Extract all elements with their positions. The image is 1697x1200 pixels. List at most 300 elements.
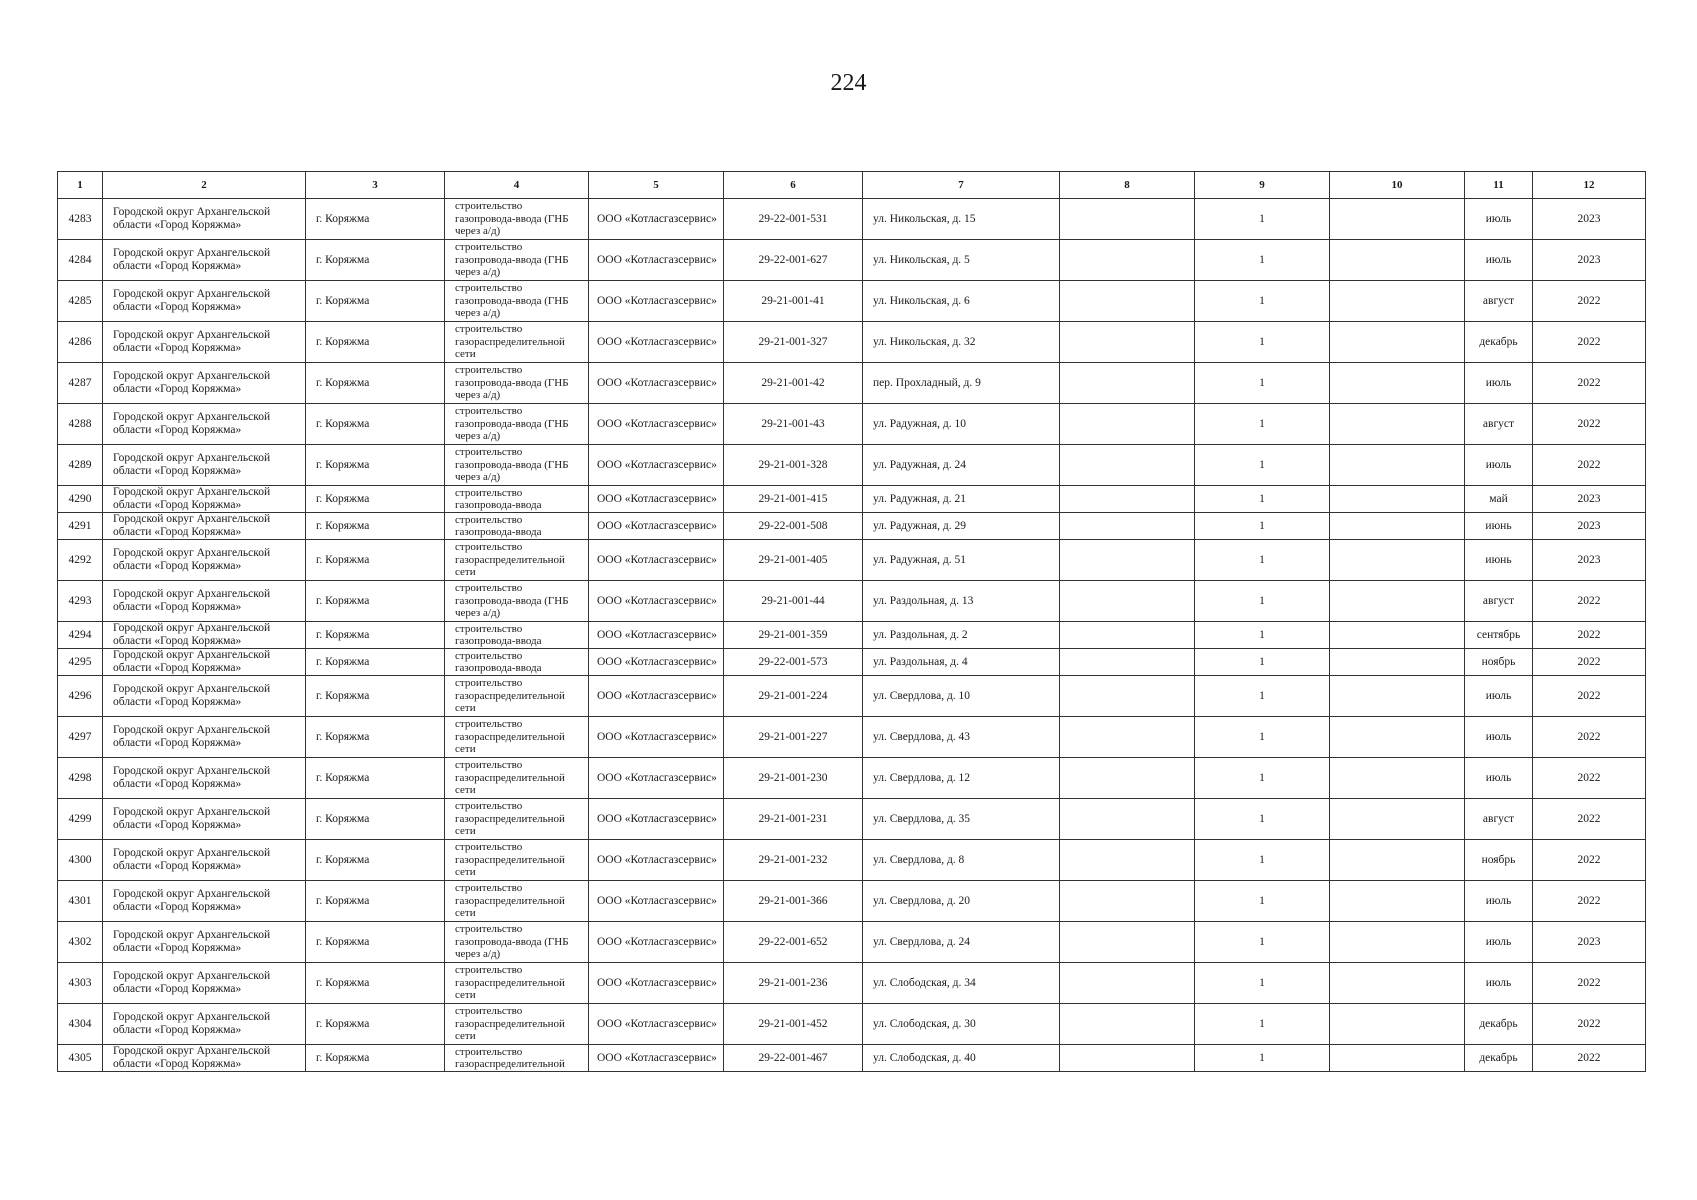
table-row <box>58 322 1646 363</box>
column-10-cell <box>1330 445 1465 486</box>
municipality-cell: Городской округ Архангельской области «Город Коряжма» <box>103 199 306 240</box>
municipality-cell: Городской округ Архангельской области «Город Коряжма» <box>103 581 306 622</box>
quantity-cell: 1 <box>1195 758 1330 799</box>
table-row <box>58 1045 1646 1072</box>
column-header-9: 9 <box>1195 172 1330 199</box>
column-8-cell <box>1060 881 1195 922</box>
quantity-cell: 1 <box>1195 840 1330 881</box>
row-number: 4290 <box>58 486 103 513</box>
column-header-7: 7 <box>863 172 1060 199</box>
city-cell: г. Коряжма <box>306 322 445 363</box>
month-cell: июль <box>1465 676 1533 717</box>
work-type-cell: строительство газопровода-ввода <box>445 649 589 676</box>
table-row <box>58 513 1646 540</box>
organization-cell: ООО «Котласгазсервис» <box>589 281 724 322</box>
city-cell: г. Коряжма <box>306 540 445 581</box>
object-code-cell: 29-22-001-652 <box>724 922 863 963</box>
organization-cell: ООО «Котласгазсервис» <box>589 758 724 799</box>
column-10-cell <box>1330 540 1465 581</box>
municipality-cell: Городской округ Архангельской области «Город Коряжма» <box>103 622 306 649</box>
row-number: 4285 <box>58 281 103 322</box>
column-10-cell <box>1330 363 1465 404</box>
year-cell: 2022 <box>1533 445 1646 486</box>
object-code-cell: 29-21-001-230 <box>724 758 863 799</box>
quantity-cell: 1 <box>1195 649 1330 676</box>
row-number: 4301 <box>58 881 103 922</box>
work-type-cell: строительство газопровода-ввода <box>445 486 589 513</box>
organization-cell: ООО «Котласгазсервис» <box>589 840 724 881</box>
year-cell: 2022 <box>1533 363 1646 404</box>
object-code-cell: 29-21-001-227 <box>724 717 863 758</box>
quantity-cell: 1 <box>1195 199 1330 240</box>
object-code-cell: 29-21-001-224 <box>724 676 863 717</box>
column-10-cell <box>1330 717 1465 758</box>
column-8-cell <box>1060 676 1195 717</box>
work-type-cell: строительство газораспределительной сети <box>445 799 589 840</box>
column-8-cell <box>1060 717 1195 758</box>
column-10-cell <box>1330 963 1465 1004</box>
quantity-cell: 1 <box>1195 363 1330 404</box>
quantity-cell: 1 <box>1195 322 1330 363</box>
municipality-cell: Городской округ Архангельской области «Город Коряжма» <box>103 717 306 758</box>
year-cell: 2022 <box>1533 963 1646 1004</box>
work-type-cell: строительство газораспределительной сети <box>445 758 589 799</box>
column-10-cell <box>1330 1004 1465 1045</box>
month-cell: август <box>1465 581 1533 622</box>
municipality-cell: Городской округ Архангельской области «Город Коряжма» <box>103 322 306 363</box>
year-cell: 2022 <box>1533 581 1646 622</box>
address-cell: ул. Никольская, д. 5 <box>863 240 1060 281</box>
column-8-cell <box>1060 404 1195 445</box>
object-code-cell: 29-21-001-232 <box>724 840 863 881</box>
column-10-cell <box>1330 199 1465 240</box>
column-8-cell <box>1060 363 1195 404</box>
column-8-cell <box>1060 799 1195 840</box>
work-type-cell: строительство газопровода-ввода (ГНБ через а/д) <box>445 363 589 404</box>
work-type-cell: строительство газораспределительной сети <box>445 1004 589 1045</box>
year-cell: 2022 <box>1533 840 1646 881</box>
organization-cell: ООО «Котласгазсервис» <box>589 922 724 963</box>
city-cell: г. Коряжма <box>306 622 445 649</box>
column-header-5: 5 <box>589 172 724 199</box>
address-cell: ул. Радужная, д. 29 <box>863 513 1060 540</box>
address-cell: ул. Свердлова, д. 43 <box>863 717 1060 758</box>
column-10-cell <box>1330 799 1465 840</box>
table-row <box>58 758 1646 799</box>
work-type-cell: строительство газораспределительной сети <box>445 881 589 922</box>
column-10-cell <box>1330 404 1465 445</box>
city-cell: г. Коряжма <box>306 1045 445 1072</box>
city-cell: г. Коряжма <box>306 840 445 881</box>
municipality-cell: Городской округ Архангельской области «Город Коряжма» <box>103 676 306 717</box>
city-cell: г. Коряжма <box>306 513 445 540</box>
address-cell: ул. Свердлова, д. 20 <box>863 881 1060 922</box>
work-type-cell: строительство газопровода-ввода (ГНБ через а/д) <box>445 581 589 622</box>
row-number: 4300 <box>58 840 103 881</box>
object-code-cell: 29-21-001-328 <box>724 445 863 486</box>
quantity-cell: 1 <box>1195 445 1330 486</box>
table-row <box>58 622 1646 649</box>
object-code-cell: 29-21-001-366 <box>724 881 863 922</box>
column-8-cell <box>1060 840 1195 881</box>
month-cell: июль <box>1465 758 1533 799</box>
quantity-cell: 1 <box>1195 622 1330 649</box>
municipality-cell: Городской округ Архангельской области «Город Коряжма» <box>103 513 306 540</box>
quantity-cell: 1 <box>1195 240 1330 281</box>
city-cell: г. Коряжма <box>306 717 445 758</box>
object-code-cell: 29-21-001-236 <box>724 963 863 1004</box>
table-row <box>58 445 1646 486</box>
column-header-10: 10 <box>1330 172 1465 199</box>
municipality-cell: Городской округ Архангельской области «Город Коряжма» <box>103 799 306 840</box>
address-cell: ул. Свердлова, д. 24 <box>863 922 1060 963</box>
city-cell: г. Коряжма <box>306 199 445 240</box>
work-type-cell: строительство газопровода-ввода (ГНБ через а/д) <box>445 404 589 445</box>
municipality-cell: Городской округ Архангельской области «Город Коряжма» <box>103 881 306 922</box>
year-cell: 2022 <box>1533 881 1646 922</box>
municipality-cell: Городской округ Архангельской области «Город Коряжма» <box>103 486 306 513</box>
quantity-cell: 1 <box>1195 1045 1330 1072</box>
object-code-cell: 29-21-001-415 <box>724 486 863 513</box>
organization-cell: ООО «Котласгазсервис» <box>589 363 724 404</box>
city-cell: г. Коряжма <box>306 963 445 1004</box>
address-cell: ул. Слободская, д. 34 <box>863 963 1060 1004</box>
municipality-cell: Городской округ Архангельской области «Город Коряжма» <box>103 404 306 445</box>
quantity-cell: 1 <box>1195 404 1330 445</box>
city-cell: г. Коряжма <box>306 486 445 513</box>
column-10-cell <box>1330 622 1465 649</box>
address-cell: ул. Слободская, д. 30 <box>863 1004 1060 1045</box>
municipality-cell: Городской округ Архангельской области «Город Коряжма» <box>103 281 306 322</box>
organization-cell: ООО «Котласгазсервис» <box>589 717 724 758</box>
registry-table <box>57 171 1646 1072</box>
organization-cell: ООО «Котласгазсервис» <box>589 963 724 1004</box>
object-code-cell: 29-22-001-531 <box>724 199 863 240</box>
column-8-cell <box>1060 322 1195 363</box>
row-number: 4289 <box>58 445 103 486</box>
row-number: 4299 <box>58 799 103 840</box>
row-number: 4298 <box>58 758 103 799</box>
organization-cell: ООО «Котласгазсервис» <box>589 486 724 513</box>
address-cell: ул. Радужная, д. 24 <box>863 445 1060 486</box>
table-row <box>58 1004 1646 1045</box>
row-number: 4305 <box>58 1045 103 1072</box>
city-cell: г. Коряжма <box>306 240 445 281</box>
month-cell: август <box>1465 799 1533 840</box>
organization-cell: ООО «Котласгазсервис» <box>589 240 724 281</box>
month-cell: ноябрь <box>1465 840 1533 881</box>
work-type-cell: строительство газопровода-ввода (ГНБ через а/д) <box>445 922 589 963</box>
address-cell: ул. Раздольная, д. 13 <box>863 581 1060 622</box>
year-cell: 2022 <box>1533 799 1646 840</box>
address-cell: ул. Раздольная, д. 4 <box>863 649 1060 676</box>
row-number: 4284 <box>58 240 103 281</box>
column-8-cell <box>1060 199 1195 240</box>
address-cell: ул. Раздольная, д. 2 <box>863 622 1060 649</box>
object-code-cell: 29-22-001-467 <box>724 1045 863 1072</box>
object-code-cell: 29-21-001-42 <box>724 363 863 404</box>
municipality-cell: Городской округ Архангельской области «Город Коряжма» <box>103 758 306 799</box>
column-8-cell <box>1060 281 1195 322</box>
city-cell: г. Коряжма <box>306 404 445 445</box>
row-number: 4288 <box>58 404 103 445</box>
quantity-cell: 1 <box>1195 963 1330 1004</box>
column-8-cell <box>1060 1045 1195 1072</box>
table-row <box>58 281 1646 322</box>
column-10-cell <box>1330 881 1465 922</box>
row-number: 4302 <box>58 922 103 963</box>
address-cell: ул. Свердлова, д. 12 <box>863 758 1060 799</box>
column-header-4: 4 <box>445 172 589 199</box>
object-code-cell: 29-21-001-41 <box>724 281 863 322</box>
month-cell: июль <box>1465 199 1533 240</box>
month-cell: декабрь <box>1465 322 1533 363</box>
object-code-cell: 29-22-001-627 <box>724 240 863 281</box>
year-cell: 2023 <box>1533 240 1646 281</box>
table-row <box>58 240 1646 281</box>
row-number: 4293 <box>58 581 103 622</box>
month-cell: сентябрь <box>1465 622 1533 649</box>
organization-cell: ООО «Котласгазсервис» <box>589 676 724 717</box>
organization-cell: ООО «Котласгазсервис» <box>589 1045 724 1072</box>
city-cell: г. Коряжма <box>306 758 445 799</box>
column-8-cell <box>1060 622 1195 649</box>
table-row <box>58 717 1646 758</box>
column-8-cell <box>1060 240 1195 281</box>
row-number: 4304 <box>58 1004 103 1045</box>
quantity-cell: 1 <box>1195 717 1330 758</box>
municipality-cell: Городской округ Архангельской области «Город Коряжма» <box>103 840 306 881</box>
month-cell: июнь <box>1465 540 1533 581</box>
year-cell: 2022 <box>1533 1045 1646 1072</box>
quantity-cell: 1 <box>1195 281 1330 322</box>
column-8-cell <box>1060 1004 1195 1045</box>
column-header-3: 3 <box>306 172 445 199</box>
column-10-cell <box>1330 649 1465 676</box>
organization-cell: ООО «Котласгазсервис» <box>589 513 724 540</box>
table-row <box>58 363 1646 404</box>
column-10-cell <box>1330 1045 1465 1072</box>
column-10-cell <box>1330 581 1465 622</box>
organization-cell: ООО «Котласгазсервис» <box>589 649 724 676</box>
object-code-cell: 29-21-001-405 <box>724 540 863 581</box>
column-8-cell <box>1060 922 1195 963</box>
address-cell: ул. Никольская, д. 6 <box>863 281 1060 322</box>
registry-table-container <box>57 171 1645 1072</box>
row-number: 4283 <box>58 199 103 240</box>
work-type-cell: строительство газораспределительной сети <box>445 540 589 581</box>
address-cell: ул. Радужная, д. 21 <box>863 486 1060 513</box>
address-cell: ул. Никольская, д. 32 <box>863 322 1060 363</box>
object-code-cell: 29-21-001-327 <box>724 322 863 363</box>
month-cell: июль <box>1465 445 1533 486</box>
object-code-cell: 29-22-001-508 <box>724 513 863 540</box>
object-code-cell: 29-22-001-573 <box>724 649 863 676</box>
table-row <box>58 581 1646 622</box>
column-header-1: 1 <box>58 172 103 199</box>
table-row <box>58 922 1646 963</box>
year-cell: 2023 <box>1533 199 1646 240</box>
table-row <box>58 840 1646 881</box>
work-type-cell: строительство газораспределительной сети <box>445 963 589 1004</box>
column-8-cell <box>1060 445 1195 486</box>
address-cell: ул. Свердлова, д. 10 <box>863 676 1060 717</box>
organization-cell: ООО «Котласгазсервис» <box>589 1004 724 1045</box>
year-cell: 2022 <box>1533 404 1646 445</box>
table-row <box>58 799 1646 840</box>
row-number: 4295 <box>58 649 103 676</box>
month-cell: ноябрь <box>1465 649 1533 676</box>
year-cell: 2022 <box>1533 622 1646 649</box>
quantity-cell: 1 <box>1195 881 1330 922</box>
city-cell: г. Коряжма <box>306 676 445 717</box>
work-type-cell: строительство газопровода-ввода (ГНБ через а/д) <box>445 240 589 281</box>
table-row <box>58 486 1646 513</box>
organization-cell: ООО «Котласгазсервис» <box>589 404 724 445</box>
quantity-cell: 1 <box>1195 676 1330 717</box>
municipality-cell: Городской округ Архангельской области «Город Коряжма» <box>103 363 306 404</box>
work-type-cell: строительство газопровода-ввода <box>445 513 589 540</box>
row-number: 4296 <box>58 676 103 717</box>
organization-cell: ООО «Котласгазсервис» <box>589 322 724 363</box>
city-cell: г. Коряжма <box>306 649 445 676</box>
column-8-cell <box>1060 540 1195 581</box>
city-cell: г. Коряжма <box>306 445 445 486</box>
table-row <box>58 404 1646 445</box>
year-cell: 2023 <box>1533 922 1646 963</box>
column-10-cell <box>1330 676 1465 717</box>
address-cell: ул. Никольская, д. 15 <box>863 199 1060 240</box>
month-cell: июль <box>1465 963 1533 1004</box>
year-cell: 2022 <box>1533 676 1646 717</box>
object-code-cell: 29-21-001-44 <box>724 581 863 622</box>
quantity-cell: 1 <box>1195 486 1330 513</box>
column-header-11: 11 <box>1465 172 1533 199</box>
work-type-cell: строительство газораспределительной сети <box>445 676 589 717</box>
year-cell: 2023 <box>1533 513 1646 540</box>
row-number: 4292 <box>58 540 103 581</box>
quantity-cell: 1 <box>1195 922 1330 963</box>
organization-cell: ООО «Котласгазсервис» <box>589 881 724 922</box>
address-cell: ул. Свердлова, д. 35 <box>863 799 1060 840</box>
municipality-cell: Городской округ Архангельской области «Город Коряжма» <box>103 240 306 281</box>
municipality-cell: Городской округ Архангельской области «Город Коряжма» <box>103 922 306 963</box>
organization-cell: ООО «Котласгазсервис» <box>589 199 724 240</box>
organization-cell: ООО «Котласгазсервис» <box>589 581 724 622</box>
city-cell: г. Коряжма <box>306 581 445 622</box>
column-10-cell <box>1330 513 1465 540</box>
month-cell: декабрь <box>1465 1004 1533 1045</box>
column-8-cell <box>1060 963 1195 1004</box>
municipality-cell: Городской округ Архангельской области «Город Коряжма» <box>103 649 306 676</box>
address-cell: пер. Прохладный, д. 9 <box>863 363 1060 404</box>
object-code-cell: 29-21-001-43 <box>724 404 863 445</box>
organization-cell: ООО «Котласгазсервис» <box>589 445 724 486</box>
row-number: 4286 <box>58 322 103 363</box>
quantity-cell: 1 <box>1195 581 1330 622</box>
column-header-2: 2 <box>103 172 306 199</box>
address-cell: ул. Радужная, д. 10 <box>863 404 1060 445</box>
month-cell: июль <box>1465 240 1533 281</box>
table-row <box>58 649 1646 676</box>
municipality-cell: Городской округ Архангельской области «Город Коряжма» <box>103 540 306 581</box>
organization-cell: ООО «Котласгазсервис» <box>589 540 724 581</box>
organization-cell: ООО «Котласгазсервис» <box>589 622 724 649</box>
city-cell: г. Коряжма <box>306 281 445 322</box>
city-cell: г. Коряжма <box>306 799 445 840</box>
municipality-cell: Городской округ Архангельской области «Город Коряжма» <box>103 1045 306 1072</box>
quantity-cell: 1 <box>1195 540 1330 581</box>
object-code-cell: 29-21-001-231 <box>724 799 863 840</box>
year-cell: 2022 <box>1533 281 1646 322</box>
row-number: 4291 <box>58 513 103 540</box>
column-8-cell <box>1060 649 1195 676</box>
column-8-cell <box>1060 758 1195 799</box>
city-cell: г. Коряжма <box>306 922 445 963</box>
month-cell: июль <box>1465 881 1533 922</box>
municipality-cell: Городской округ Архангельской области «Город Коряжма» <box>103 445 306 486</box>
column-header-8: 8 <box>1060 172 1195 199</box>
table-row <box>58 199 1646 240</box>
month-cell: август <box>1465 404 1533 445</box>
work-type-cell: строительство газораспределительной сети <box>445 717 589 758</box>
municipality-cell: Городской округ Архангельской области «Город Коряжма» <box>103 963 306 1004</box>
address-cell: ул. Свердлова, д. 8 <box>863 840 1060 881</box>
month-cell: июль <box>1465 922 1533 963</box>
work-type-cell: строительство газопровода-ввода (ГНБ через а/д) <box>445 445 589 486</box>
object-code-cell: 29-21-001-452 <box>724 1004 863 1045</box>
table-row <box>58 881 1646 922</box>
column-8-cell <box>1060 513 1195 540</box>
work-type-cell: строительство газопровода-ввода (ГНБ через а/д) <box>445 281 589 322</box>
work-type-cell: строительство газопровода-ввода (ГНБ через а/д) <box>445 199 589 240</box>
column-10-cell <box>1330 240 1465 281</box>
table-row <box>58 676 1646 717</box>
quantity-cell: 1 <box>1195 799 1330 840</box>
work-type-cell: строительство газораспределительной сети <box>445 322 589 363</box>
column-10-cell <box>1330 840 1465 881</box>
column-8-cell <box>1060 581 1195 622</box>
month-cell: июль <box>1465 717 1533 758</box>
column-header-12: 12 <box>1533 172 1646 199</box>
row-number: 4303 <box>58 963 103 1004</box>
work-type-cell: строительство газораспределительной <box>445 1045 589 1072</box>
city-cell: г. Коряжма <box>306 1004 445 1045</box>
column-10-cell <box>1330 322 1465 363</box>
column-header-6: 6 <box>724 172 863 199</box>
month-cell: июль <box>1465 363 1533 404</box>
quantity-cell: 1 <box>1195 513 1330 540</box>
year-cell: 2023 <box>1533 540 1646 581</box>
quantity-cell: 1 <box>1195 1004 1330 1045</box>
row-number: 4294 <box>58 622 103 649</box>
work-type-cell: строительство газораспределительной сети <box>445 840 589 881</box>
year-cell: 2023 <box>1533 486 1646 513</box>
year-cell: 2022 <box>1533 1004 1646 1045</box>
address-cell: ул. Радужная, д. 51 <box>863 540 1060 581</box>
city-cell: г. Коряжма <box>306 881 445 922</box>
column-10-cell <box>1330 758 1465 799</box>
city-cell: г. Коряжма <box>306 363 445 404</box>
month-cell: июнь <box>1465 513 1533 540</box>
table-row <box>58 963 1646 1004</box>
year-cell: 2022 <box>1533 758 1646 799</box>
column-8-cell <box>1060 486 1195 513</box>
organization-cell: ООО «Котласгазсервис» <box>589 799 724 840</box>
row-number: 4297 <box>58 717 103 758</box>
object-code-cell: 29-21-001-359 <box>724 622 863 649</box>
table-body <box>58 199 1646 1072</box>
